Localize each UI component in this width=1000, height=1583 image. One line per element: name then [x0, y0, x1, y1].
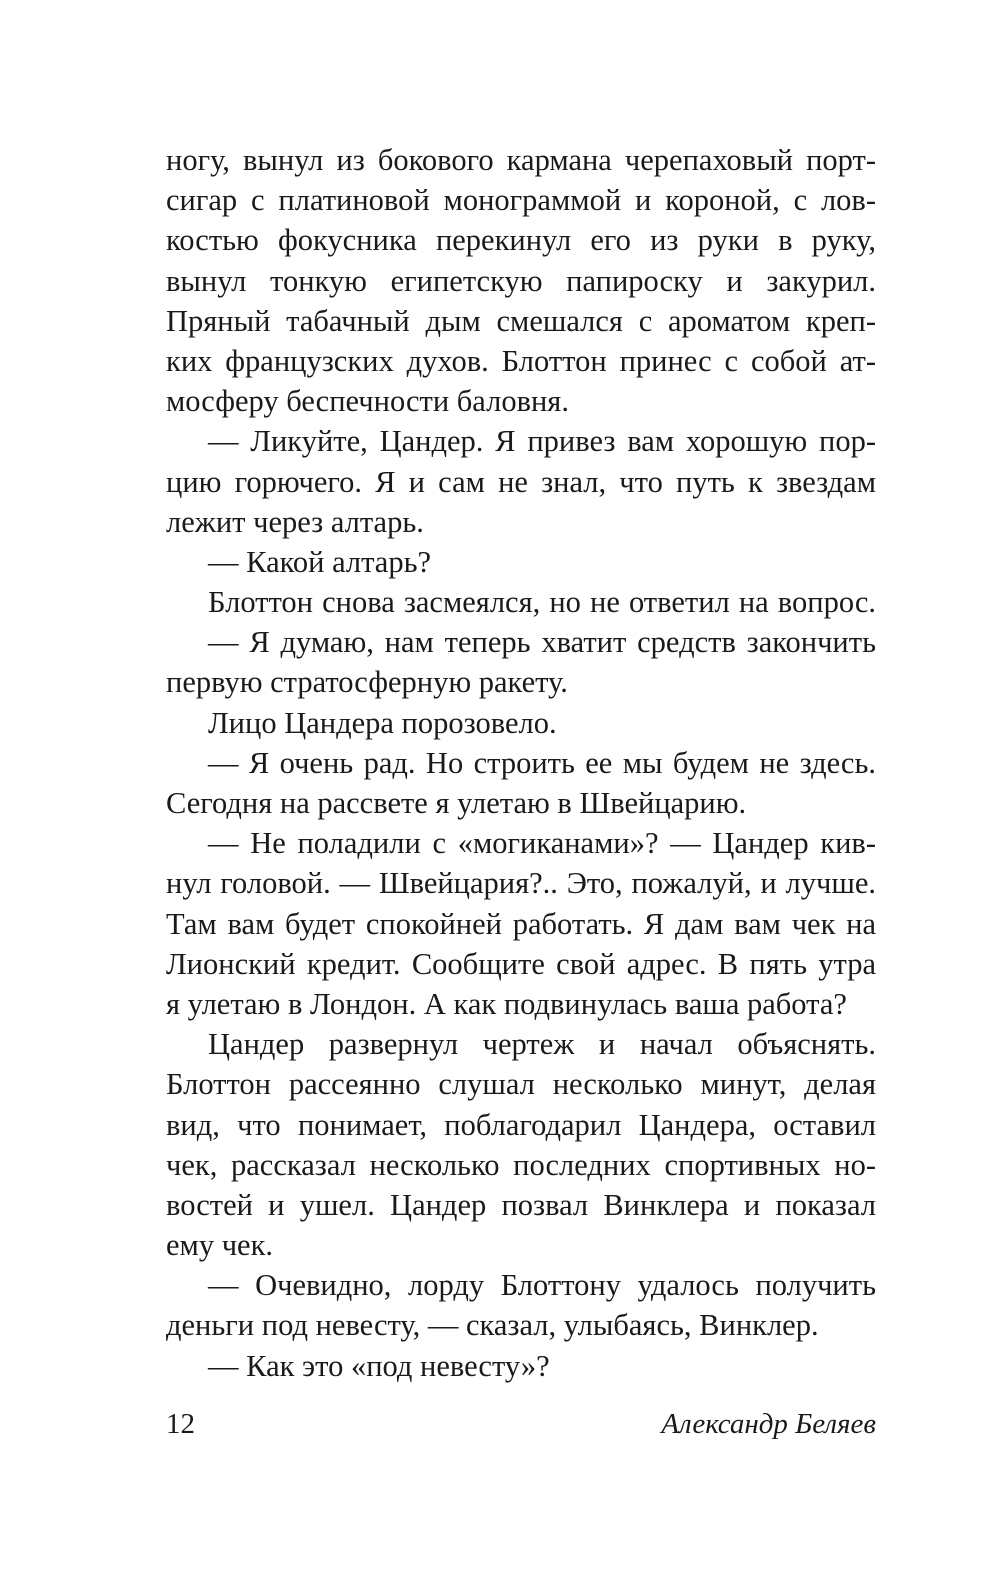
page-footer	[166, 1404, 876, 1444]
running-header-author: Александр Беляев	[661, 1408, 876, 1440]
text-line: вынул тонкую египетскую папироску и закурил.	[166, 263, 876, 298]
text-line: — Ликуйте, Цандер. Я привез вам хорошую пор-	[208, 424, 876, 459]
text-line: Блоттон снова засмеялся, но не ответил на вопрос.	[208, 585, 876, 620]
text-line: я улетаю в Лондон. А как подвинулась ваша работа?	[166, 986, 847, 1021]
text-line: Пряный табачный дым смешался с ароматом креп-	[166, 303, 876, 338]
text-line: — Не поладили с «могиканами»? — Цандер кив-	[208, 826, 876, 861]
text-line: востей и ушел. Цандер позвал Винклера и показал	[166, 1187, 876, 1222]
text-line: цию горючего. Я и сам не знал, что путь к звездам	[166, 464, 876, 499]
text-line: чек, рассказал несколько последних спортивных но-	[166, 1147, 876, 1182]
text-line: ких французских духов. Блоттон принес с собой ат-	[166, 343, 876, 378]
text-line: Там вам будет спокойней работать. Я дам вам чек на	[166, 906, 876, 941]
text-line: мосферу беспечности баловня.	[166, 384, 569, 419]
body-text	[166, 140, 876, 1386]
text-line: Лионский кредит. Сообщите свой адрес. В пять утра	[166, 946, 876, 981]
text-line: ему чек.	[166, 1228, 274, 1263]
text-line: Цандер развернул чертеж и начал объяснять.	[208, 1027, 876, 1062]
text-line: первую стратосферную ракету.	[166, 665, 568, 700]
text-line: — Очевидно, лорду Блоттону удалось получить	[208, 1268, 876, 1303]
text-line: — Как это «под невесту»?	[208, 1348, 550, 1383]
text-line: сигар с платиновой монограммой и короной, с лов-	[166, 183, 876, 218]
text-line: Блоттон рассеянно слушал несколько минут, делая	[166, 1067, 876, 1102]
text-line: Лицо Цандера порозовело.	[208, 705, 557, 740]
text-line: — Я очень рад. Но строить ее мы будем не здесь.	[208, 745, 876, 780]
text-line: нул головой. — Швейцария?.. Это, пожалуй, и лучше.	[166, 866, 876, 901]
text-line: костью фокусника перекинул его из руки в руку,	[166, 223, 876, 258]
text-line: — Я думаю, нам теперь хватит средств закончить	[208, 625, 876, 660]
text-line: лежит через алтарь.	[166, 504, 424, 539]
text-line: — Какой алтарь?	[208, 544, 432, 579]
text-line: ногу, вынул из бокового кармана черепаховый порт-	[166, 143, 876, 177]
text-line: деньги под невесту, — сказал, улыбаясь, Винклер.	[166, 1308, 819, 1343]
text-line: вид, что понимает, поблагодарил Цандера, оставил	[166, 1107, 876, 1142]
text-line: Сегодня на рассвете я улетаю в Швейцарию.	[166, 786, 747, 820]
page-number: 12	[166, 1408, 195, 1440]
